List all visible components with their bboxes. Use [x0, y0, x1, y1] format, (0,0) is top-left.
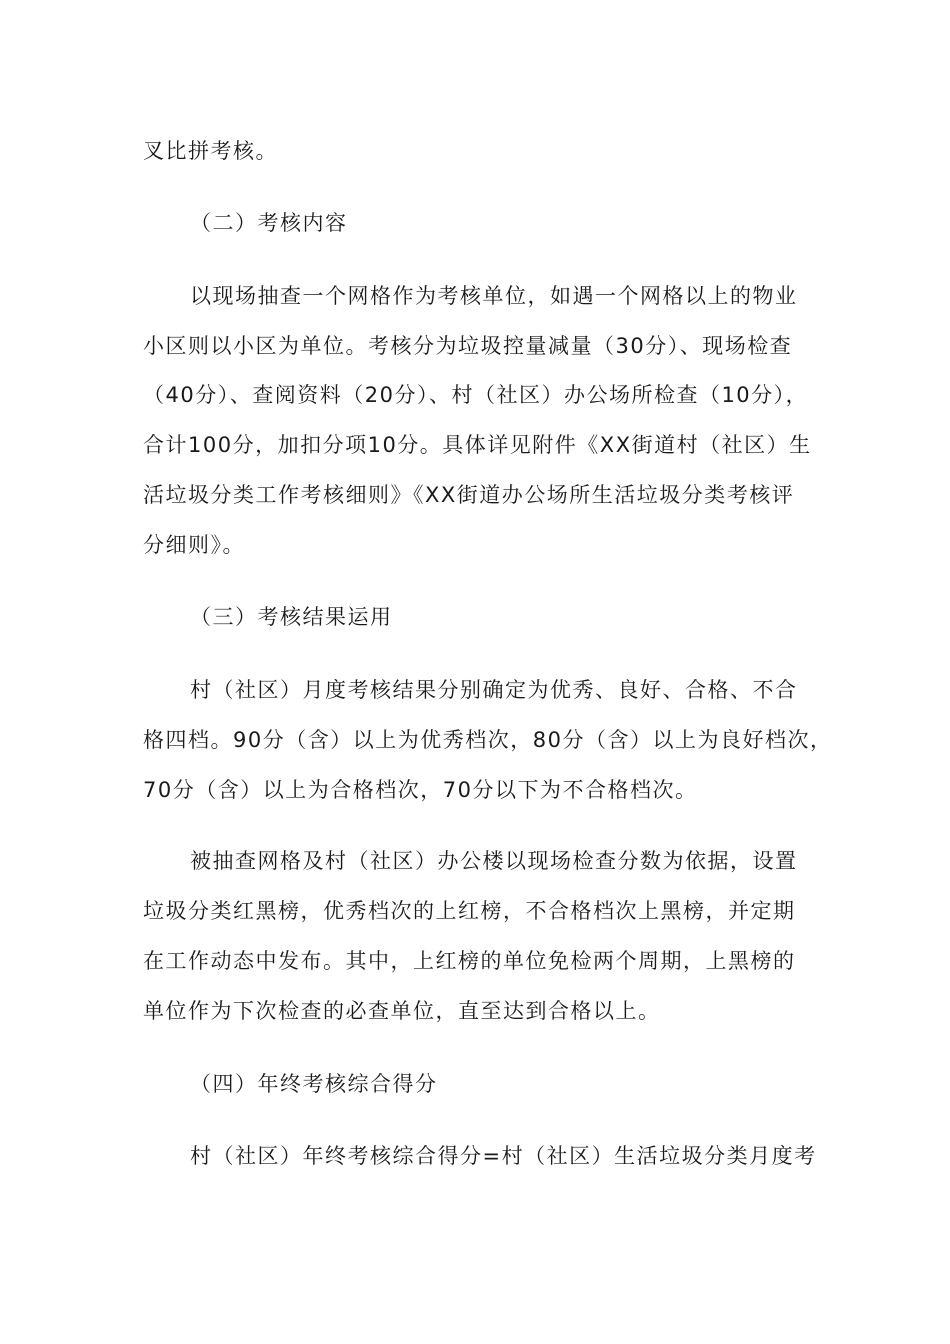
text-line: 垃圾分类红黑榜，优秀档次的上红榜，不合格档次上黑榜，并定期 — [143, 899, 796, 923]
text-line: 小区则以小区为单位。考核分为垃圾控量减量（30分）、现场检查 — [143, 334, 793, 358]
text-line: 村（社区）月度考核结果分别确定为优秀、良好、合格、不合 — [190, 678, 798, 702]
text-line: 70分（含）以上为合格档次，70分以下为不合格档次。 — [143, 778, 698, 802]
section-heading: （二）考核内容 — [190, 211, 348, 235]
text-line: 以现场抽查一个网格作为考核单位，如遇一个网格以上的物业 — [190, 284, 798, 308]
text-line: 合计100分，加扣分项10分。具体详见附件《XX街道村（社区）生 — [143, 433, 812, 457]
section-heading: （四）年终考核综合得分 — [190, 1072, 438, 1096]
text-line: 单位作为下次检查的必查单位，直至达到合格以上。 — [143, 999, 661, 1023]
text-line: 被抽查网格及村（社区）办公楼以现场检查分数为依据，设置 — [190, 849, 798, 873]
text-line: 叉比拼考核。 — [143, 139, 278, 163]
text-line: 分细则》。 — [143, 533, 245, 557]
text-line: （40分）、查阅资料（20分）、村（社区）办公场所检查（10分）， — [143, 383, 809, 407]
text-line: 村（社区）年终考核综合得分=村（社区）生活垃圾分类月度考 — [190, 1144, 817, 1168]
text-line: 格四档。90分（含）以上为优秀档次，80分（含）以上为良好档次， — [143, 728, 833, 752]
text-line: 活垃圾分类工作考核细则》《XX街道办公场所生活垃圾分类考核评 — [143, 483, 795, 507]
text-line: 在工作动态中发布。其中，上红榜的单位免检两个周期，上黑榜的 — [143, 949, 796, 973]
section-heading: （三）考核结果运用 — [190, 605, 393, 629]
